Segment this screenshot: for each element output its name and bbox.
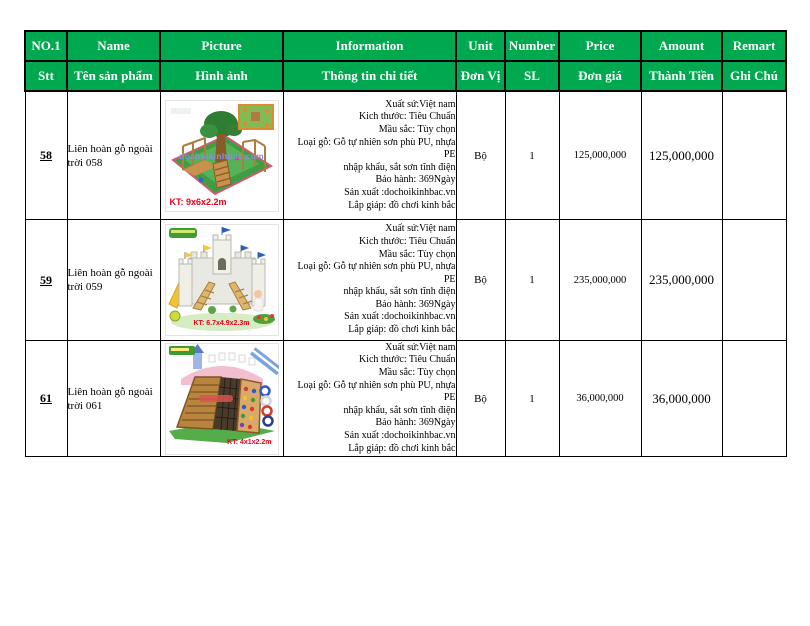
header-row-vietnamese bbox=[25, 61, 786, 91]
row-61-unit: Bộ bbox=[456, 341, 505, 457]
photo-dimension-label: KT: 6.7x4.9x2.3m bbox=[193, 320, 250, 327]
table-row bbox=[25, 91, 786, 220]
product-photo-59 bbox=[165, 224, 279, 336]
row-61-product-name: Liên hoàn gỗ ngoài trời 061 bbox=[67, 341, 160, 457]
table-row bbox=[25, 341, 786, 457]
row-59-remark bbox=[722, 220, 786, 341]
header-hinh-anh: Hình ảnh bbox=[160, 61, 283, 91]
info-line: Lắp giáp: đồ chơi kinh bắc bbox=[348, 324, 456, 336]
photo-dimension-label: KT: 4x1x2.2m bbox=[227, 438, 272, 446]
header-sl: SL bbox=[505, 61, 559, 91]
header-picture: Picture bbox=[160, 31, 283, 61]
row-61-quantity: 1 bbox=[505, 341, 559, 457]
info-line: Kich thước: Tiêu Chuẩn bbox=[358, 111, 456, 123]
info-line: Mầu sắc: Tùy chọn bbox=[378, 367, 456, 379]
header-price: Price bbox=[559, 31, 641, 61]
info-line: Mầu sắc: Tùy chọn bbox=[378, 248, 456, 260]
info-line: nhập khẩu, sắt sơn tĩnh điện bbox=[343, 161, 456, 173]
row-59-amount: 235,000,000 bbox=[641, 220, 722, 341]
info-line: Sản xuất :dochoikinhbac.vn bbox=[344, 311, 456, 323]
photo-watermark: dochoikinhbac.com bbox=[179, 151, 264, 162]
header-thong-tin: Thông tin chi tiết bbox=[283, 61, 456, 91]
row-58-unit-price: 125,000,000 bbox=[559, 91, 641, 220]
header-thanh-tien: Thành Tiền bbox=[641, 61, 722, 91]
info-line: Bảo hành: 369Ngày bbox=[375, 174, 456, 186]
info-line: Xuất sứ:Việt nam bbox=[385, 223, 456, 235]
row-58-unit: Bộ bbox=[456, 91, 505, 220]
header-number: Number bbox=[505, 31, 559, 61]
header-ten-san-pham: Tên sản phẩm bbox=[67, 61, 160, 91]
table-row bbox=[25, 220, 786, 341]
info-line: Loại gỗ: Gỗ tự nhiên sơn phù PU, nhựa PE bbox=[297, 136, 456, 161]
product-photo-61 bbox=[165, 343, 279, 455]
row-59-quantity: 1 bbox=[505, 220, 559, 341]
info-line: Lắp giáp: đồ chơi kinh bắc bbox=[348, 199, 456, 211]
info-line: Sản xuất :dochoikinhbac.vn bbox=[344, 186, 456, 198]
info-line: Mầu sắc: Tùy chọn bbox=[378, 124, 456, 136]
header-don-gia: Đơn giá bbox=[559, 61, 641, 91]
header-information: Information bbox=[283, 31, 456, 61]
row-58-remark bbox=[722, 91, 786, 220]
header-row-english bbox=[25, 31, 786, 61]
row-58-stt: 58 bbox=[25, 91, 67, 220]
row-61-remark bbox=[722, 341, 786, 457]
header-ghi-chu: Ghi Chú bbox=[722, 61, 786, 91]
row-59-unit-price: 235,000,000 bbox=[559, 220, 641, 341]
row-59-picture-cell bbox=[160, 220, 283, 341]
info-line: Bảo hành: 369Ngày bbox=[375, 298, 456, 310]
photo-dimension-label: KT: 9x6x2.2m bbox=[169, 196, 227, 207]
info-line: Loại gỗ: Gỗ tự nhiên sơn phù PU, nhựa PE bbox=[297, 261, 456, 285]
header-stt: Stt bbox=[25, 61, 67, 91]
header-amount: Amount bbox=[641, 31, 722, 61]
info-line: Bảo hành: 369Ngày bbox=[375, 417, 456, 429]
row-58-information bbox=[283, 91, 456, 220]
row-61-picture-cell bbox=[160, 341, 283, 457]
row-59-unit: Bộ bbox=[456, 220, 505, 341]
product-photo-58 bbox=[165, 100, 279, 212]
info-line: Xuất sứ:Việt nam bbox=[385, 341, 456, 353]
info-line: nhập khẩu, sắt sơn tĩnh điện bbox=[343, 404, 456, 416]
header-remark: Remart bbox=[722, 31, 786, 61]
header-unit: Unit bbox=[456, 31, 505, 61]
info-line: nhập khẩu, sắt sơn tĩnh điện bbox=[343, 286, 456, 298]
header-don-vi: Đơn Vị bbox=[456, 61, 505, 91]
row-59-stt: 59 bbox=[25, 220, 67, 341]
row-59-product-name: Liên hoàn gỗ ngoài trời 059 bbox=[67, 220, 160, 341]
header-name: Name bbox=[67, 31, 160, 61]
info-line: Xuất sứ:Việt nam bbox=[385, 98, 456, 110]
info-line: Kich thước: Tiêu Chuẩn bbox=[358, 235, 456, 247]
row-58-picture-cell bbox=[160, 91, 283, 220]
row-58-amount: 125,000,000 bbox=[641, 91, 722, 220]
row-59-information bbox=[283, 220, 456, 341]
row-61-information bbox=[283, 341, 456, 457]
row-61-stt: 61 bbox=[25, 341, 67, 457]
info-line: Lắp giáp: đồ chơi kinh bắc bbox=[348, 442, 456, 454]
info-line: Sản xuất :dochoikinhbac.vn bbox=[344, 429, 456, 441]
row-61-unit-price: 36,000,000 bbox=[559, 341, 641, 457]
product-quote-table bbox=[24, 30, 787, 457]
row-58-quantity: 1 bbox=[505, 91, 559, 220]
header-no: NO.1 bbox=[25, 31, 67, 61]
info-line: Kich thước: Tiêu Chuẩn bbox=[358, 354, 456, 366]
info-line: Loại gỗ: Gỗ tự nhiên sơn phù PU, nhựa PE bbox=[297, 379, 456, 404]
row-58-product-name: Liên hoàn gỗ ngoài trời 058 bbox=[67, 91, 160, 220]
row-61-amount: 36,000,000 bbox=[641, 341, 722, 457]
